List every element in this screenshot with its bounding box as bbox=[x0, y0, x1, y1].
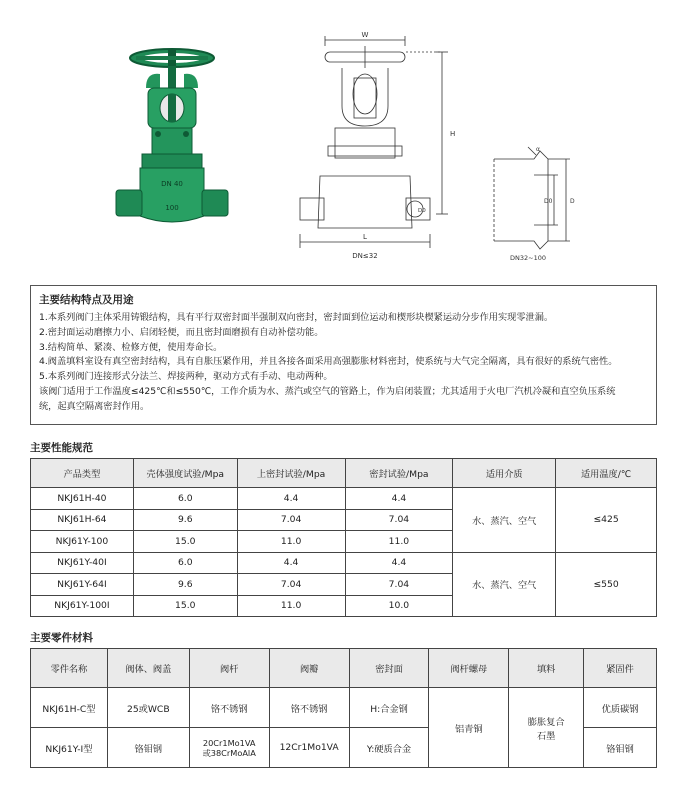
table-header-cell: 密封试验/Mpa bbox=[345, 459, 453, 488]
table-cell: 铬不锈钢 bbox=[189, 688, 269, 728]
table-row bbox=[31, 688, 657, 728]
stem-material-line-1: 20Cr1Mo1VA bbox=[202, 737, 256, 748]
table-header-cell: 产品类型 bbox=[31, 459, 134, 488]
table-header-cell: 壳体强度试验/Mpa bbox=[133, 459, 237, 488]
table-header-cell: 适用温度/℃ bbox=[556, 459, 657, 488]
table-cell: NKJ61Y-40I bbox=[31, 552, 134, 574]
drawing-label-dn-main: DN≤32 bbox=[352, 252, 378, 260]
table-cell: 铬不锈钢 bbox=[269, 688, 349, 728]
feature-line: 2.密封面运动磨擦力小、启闭轻便，而且密封面磨损有自动补偿功能。 bbox=[39, 326, 324, 338]
table-cell: 11.0 bbox=[237, 531, 345, 553]
table-cell: 4.4 bbox=[237, 552, 345, 574]
table-cell: 15.0 bbox=[133, 595, 237, 617]
table-cell: 25或WCB bbox=[107, 688, 189, 728]
table-cell: 4.4 bbox=[237, 488, 345, 510]
table-header-cell: 零件名称 bbox=[31, 649, 108, 688]
performance-table bbox=[30, 458, 657, 617]
table-cell bbox=[189, 728, 269, 768]
valve-photo bbox=[112, 44, 232, 236]
table-cell: 铬钼钢 bbox=[584, 728, 657, 768]
table-cell: 铬钼钢 bbox=[107, 728, 189, 768]
features-title: 主要结构特点及用途 bbox=[39, 294, 134, 306]
feature-line: 4.阀盖填料室设有真空密封结构，具有自胀压紧作用，并且各接各面采用高强膨胀材料密封，使系统与大气完全隔离，具有很好的系统气密性。 bbox=[39, 356, 618, 368]
drawing-label-h: H bbox=[450, 130, 456, 138]
materials-table bbox=[30, 648, 657, 768]
valve-photo-text-2: 100 bbox=[165, 204, 179, 212]
table-header-cell: 阀体、阀盖 bbox=[107, 649, 189, 688]
drawing-label-l: L bbox=[363, 233, 367, 241]
medium-cell-group-2: 水、蒸汽、空气 bbox=[453, 552, 556, 617]
detail-label-d0: D0 bbox=[544, 198, 553, 205]
table-header-cell: 紧固件 bbox=[584, 649, 657, 688]
valve-drawing bbox=[290, 28, 460, 264]
detail-label-alpha: α bbox=[536, 146, 540, 153]
table-cell: Y:硬质合金 bbox=[349, 728, 429, 768]
table-header-cell: 阀瓣 bbox=[269, 649, 349, 688]
packing-line-2: 石墨 bbox=[536, 730, 556, 742]
table-header-cell: 密封面 bbox=[349, 649, 429, 688]
table-cell: NKJ61H-40 bbox=[31, 488, 134, 510]
temp-cell-group-2: ≤550 bbox=[556, 552, 657, 617]
weld-end-detail-graphic bbox=[488, 145, 588, 265]
table-cell: NKJ61H-64 bbox=[31, 509, 134, 531]
table-cell: 4.4 bbox=[345, 552, 453, 574]
feature-line: 该阀门适用于工作温度≤425℃和≤550℃，工作介质为水、蒸汽或空气的管路上，作为启闭装置；尤其适用于火电厂汽机冷凝和直空负压系统 bbox=[39, 385, 616, 397]
stem-nut-cell: 铝青铜 bbox=[429, 688, 509, 768]
table-cell: 12Cr1Mo1VA bbox=[269, 728, 349, 768]
valve-photo-graphic bbox=[112, 44, 232, 236]
table-cell: 7.04 bbox=[345, 574, 453, 596]
features-box bbox=[30, 285, 657, 425]
table-cell: 10.0 bbox=[345, 595, 453, 617]
table-cell: 7.04 bbox=[345, 509, 453, 531]
table-header-cell: 适用介质 bbox=[453, 459, 556, 488]
weld-end-detail bbox=[488, 145, 588, 265]
performance-title: 主要性能规范 bbox=[30, 442, 93, 454]
table-header-cell: 填料 bbox=[509, 649, 584, 688]
table-header-row bbox=[31, 649, 657, 688]
table-cell: 11.0 bbox=[345, 531, 453, 553]
table-cell: 9.6 bbox=[133, 509, 237, 531]
table-cell: 7.04 bbox=[237, 574, 345, 596]
drawing-label-w: W bbox=[361, 31, 369, 39]
medium-cell-group-1: 水、蒸汽、空气 bbox=[453, 488, 556, 553]
detail-label-dn: DN32~100 bbox=[510, 254, 546, 262]
detail-label-d: D bbox=[570, 198, 575, 205]
table-cell: NKJ61Y-100I bbox=[31, 595, 134, 617]
table-row bbox=[31, 488, 657, 510]
feature-line: 5.本系列阀门连接形式分法兰、焊接两种，驱动方式有手动、电动两种。 bbox=[39, 371, 333, 383]
table-cell: 优质碳钢 bbox=[584, 688, 657, 728]
table-cell: H:合金钢 bbox=[349, 688, 429, 728]
table-cell: NKJ61Y-100 bbox=[31, 531, 134, 553]
drawing-label-d0-small: D0 bbox=[418, 208, 426, 214]
materials-title: 主要零件材料 bbox=[30, 632, 93, 644]
feature-line: 统，起真空隔离密封作用。 bbox=[39, 400, 150, 412]
table-cell: 6.0 bbox=[133, 552, 237, 574]
table-cell: 4.4 bbox=[345, 488, 453, 510]
table-cell: NKJ61Y-64I bbox=[31, 574, 134, 596]
table-header-cell: 阀杆 bbox=[189, 649, 269, 688]
stem-material-line-2: 或38CrMoAlA bbox=[202, 747, 256, 758]
table-cell: 7.04 bbox=[237, 509, 345, 531]
table-header-cell: 上密封试验/Mpa bbox=[237, 459, 345, 488]
packing-line-1: 膨胀复合 bbox=[527, 716, 565, 728]
table-cell: NKJ61H-C型 bbox=[31, 688, 108, 728]
table-cell: NKJ61Y-I型 bbox=[31, 728, 108, 768]
temp-cell-group-1: ≤425 bbox=[556, 488, 657, 553]
table-header-cell: 阀杆螺母 bbox=[429, 649, 509, 688]
feature-line: 3.结构简单、紧凑、检修方便，使用寿命长。 bbox=[39, 341, 223, 353]
table-row bbox=[31, 552, 657, 574]
table-cell: 15.0 bbox=[133, 531, 237, 553]
valve-photo-text-1: DN 40 bbox=[161, 180, 183, 188]
packing-cell bbox=[509, 688, 584, 768]
feature-line: 1.本系列阀门主体采用铸锻结构，具有平行双密封面半强制双向密封，密封面到位运动和楔形块楔紧运动分步作用实现零泄漏。 bbox=[39, 312, 554, 323]
table-cell: 6.0 bbox=[133, 488, 237, 510]
table-cell: 11.0 bbox=[237, 595, 345, 617]
table-header-row bbox=[31, 459, 657, 488]
valve-drawing-graphic bbox=[290, 28, 460, 264]
table-cell: 9.6 bbox=[133, 574, 237, 596]
